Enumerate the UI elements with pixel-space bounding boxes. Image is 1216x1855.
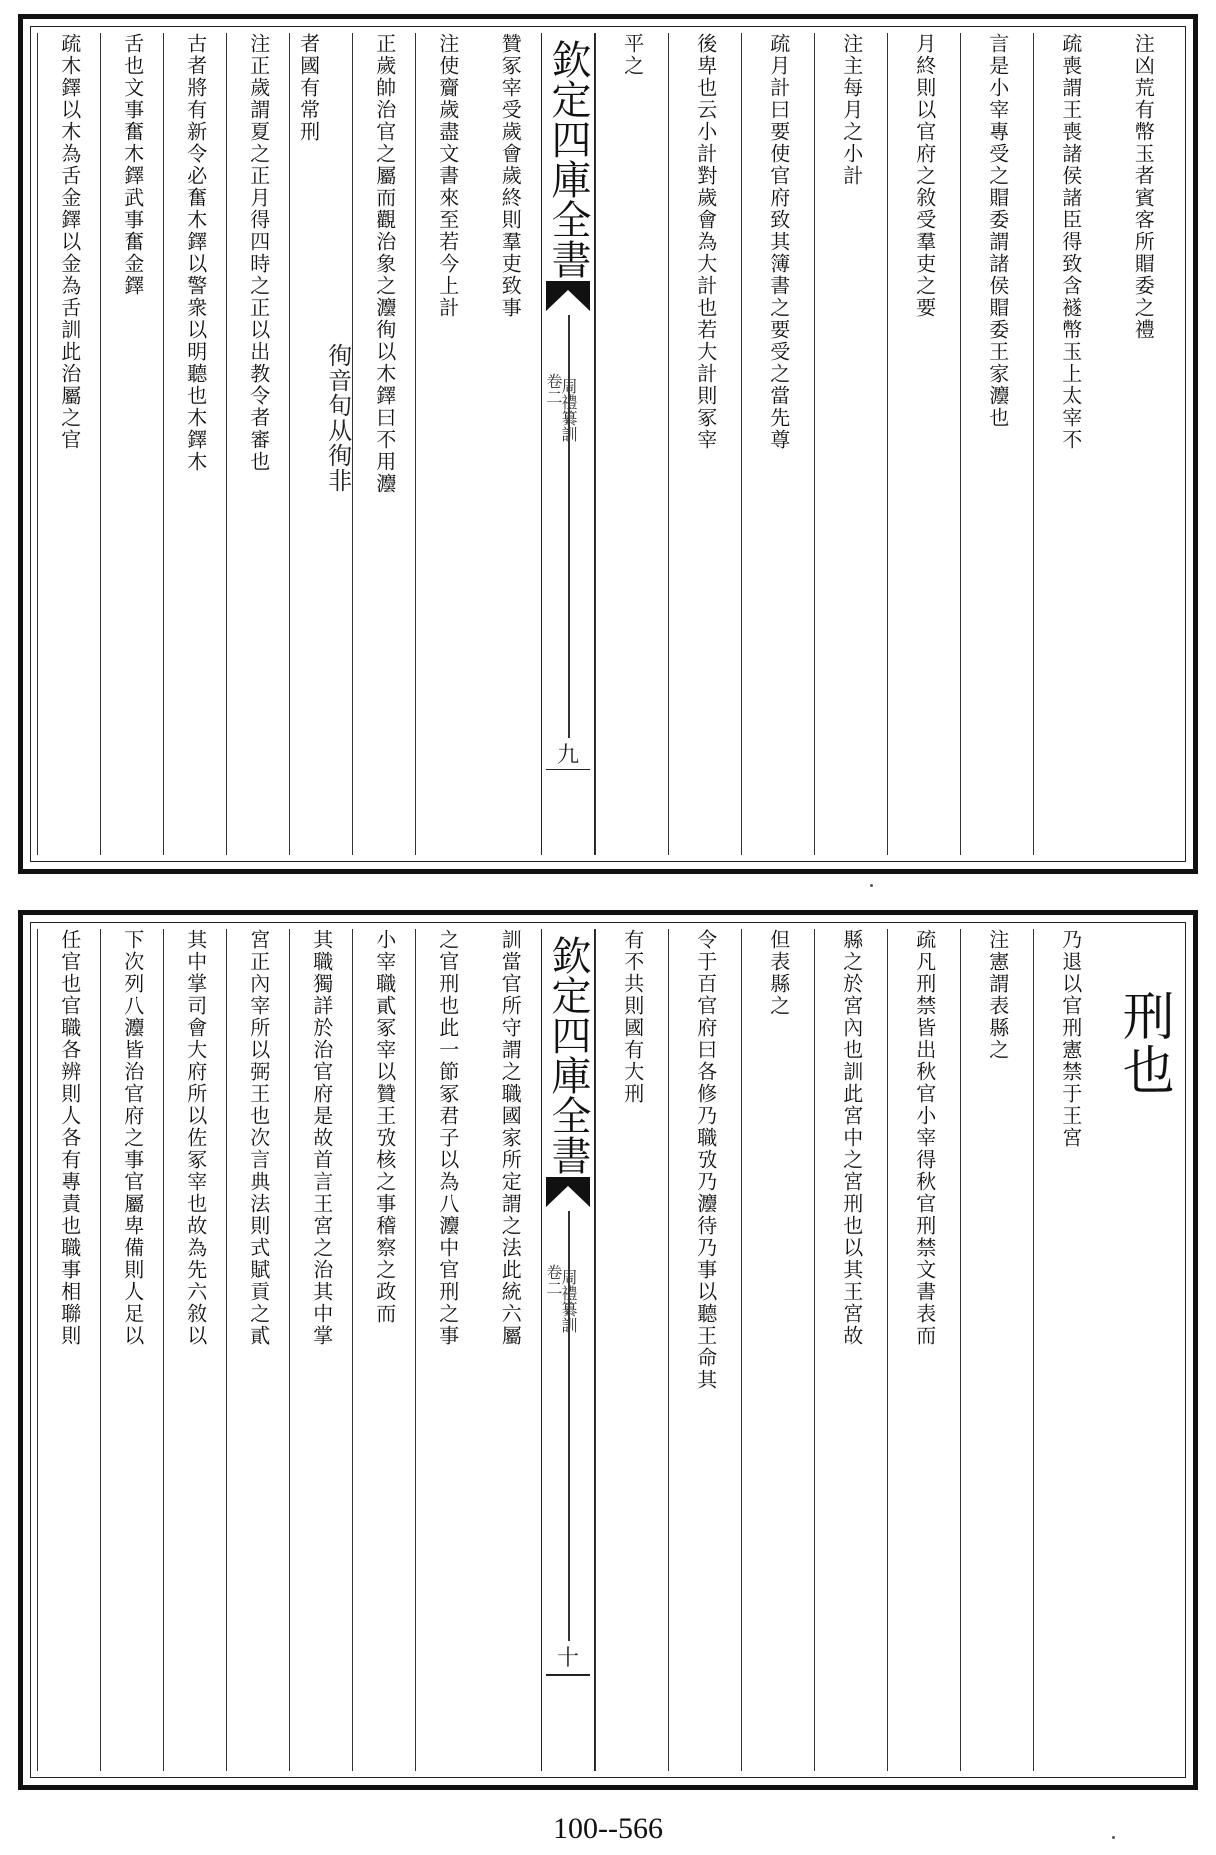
pronunciation-note: 徇音旬从徇非 [323, 343, 352, 493]
column-text: 小宰職貳冢宰以贊王攷核之事稽察之政而 [372, 929, 397, 1325]
text-column: 注憲謂表縣之 [960, 929, 1033, 1771]
text-column [226, 33, 289, 855]
text-column [352, 929, 415, 1771]
text-column: 後卑也云小計對歲會為大計也若大計則冢宰 [668, 33, 741, 855]
fold-book-title: 周禮纂訓 [559, 378, 578, 442]
column-text: 宮正內宰所以弼王也次言典法則式賦貢之貳 [246, 929, 271, 1347]
column-text: 者國有常刑 [296, 33, 321, 143]
column-text: 舌也文事奮木鐸武事奮金鐸 [120, 33, 145, 297]
page-reference: 100--566 [553, 1812, 663, 1845]
column-text: 下次列八灋皆治官府之事官屬卑備則人足以 [120, 929, 145, 1347]
text-column: 平之 [595, 33, 668, 855]
fold-page-number: 九 [542, 738, 594, 769]
column-text: 注正歲謂夏之正月得四時之正以出教令者審也 [246, 33, 271, 473]
fold-volume: 卷二 [544, 373, 563, 405]
text-column: 縣之於宮內也訓此宮中之宮刑也以其王宮故 [814, 929, 887, 1771]
fishtail-mark-icon [546, 281, 590, 311]
fold-header-title: 欽定四庫全書 [545, 935, 591, 1175]
text-column [163, 33, 226, 855]
text-column: 但表縣之 [741, 929, 814, 1771]
text-column: 有不共則國有大刑 [595, 929, 668, 1771]
column-text: 訓當官所守謂之職國家所定謂之法此統六屬 [498, 929, 523, 1347]
column-text: 其職獨詳於治官府是故首言王宮之治其中掌 [309, 929, 334, 1347]
scan-speck [870, 884, 873, 887]
text-column [289, 929, 352, 1771]
text-column [415, 33, 478, 855]
text-column [226, 929, 289, 1771]
text-column [478, 33, 541, 855]
text-column [289, 33, 352, 855]
text-column [478, 929, 541, 1771]
text-column [352, 33, 415, 855]
fishtail-mark-icon [546, 1177, 590, 1207]
center-fold-strip [541, 33, 595, 855]
text-column [37, 33, 100, 855]
scan-speck [1112, 1836, 1115, 1839]
bottom-page-panel [18, 910, 1198, 1790]
column-text: 贊冢宰受歲會歲終則羣吏致事 [498, 33, 523, 319]
text-column [100, 33, 163, 855]
fold-page-number: 十 [542, 1641, 594, 1672]
text-column: 刑也 [1113, 989, 1174, 1097]
text-column [163, 929, 226, 1771]
column-text: 古者將有新令必奮木鐸以警衆以明聽也木鐸木 [183, 33, 208, 473]
column-text: 其中掌司會大府所以佐冢宰也故為先六敘以 [183, 929, 208, 1347]
text-column: 疏喪謂王喪諸侯諸臣得致含襚幣玉上太宰不 [1033, 33, 1106, 855]
text-column [415, 929, 478, 1771]
text-column [100, 929, 163, 1771]
top-page-panel [18, 14, 1198, 874]
column-text: 正歲帥治官之屬而觀治象之灋徇以木鐸曰不用灋 [372, 33, 397, 495]
text-column: 令于百官府曰各修乃職攷乃灋待乃事以聽王命其 [668, 929, 741, 1771]
fold-header-title: 欽定四庫全書 [545, 39, 591, 279]
text-column: 疏凡刑禁皆出秋官小宰得秋官刑禁文書表而 [887, 929, 960, 1771]
center-fold-strip [541, 929, 595, 1771]
column-text: 注使齎歲盡文書來至若今上計 [435, 33, 460, 319]
text-column: 乃退以官刑憲禁于王宮 [1033, 929, 1106, 1771]
text-column: 注凶荒有幣玉者賓客所賵委之禮 [1131, 33, 1156, 341]
column-text: 之官刑也此一節冢君子以為八灋中官刑之事 [435, 929, 460, 1347]
text-column: 注主每月之小計 [814, 33, 887, 855]
text-column: 言是小宰專受之賵委謂諸侯賵委王家灋也 [960, 33, 1033, 855]
text-column: 月終則以官府之敘受羣吏之要 [887, 33, 960, 855]
column-text: 任官也官職各辨則人各有專責也職事相聯則 [57, 929, 82, 1347]
fold-volume: 卷二 [544, 1264, 563, 1296]
column-text: 疏木鐸以木為舌金鐸以金為舌訓此治屬之官 [57, 33, 82, 451]
text-column [37, 929, 100, 1771]
fold-book-title: 周禮纂訓 [559, 1269, 578, 1333]
text-column: 疏月計曰要使官府致其簿書之要受之當先尊 [741, 33, 814, 855]
